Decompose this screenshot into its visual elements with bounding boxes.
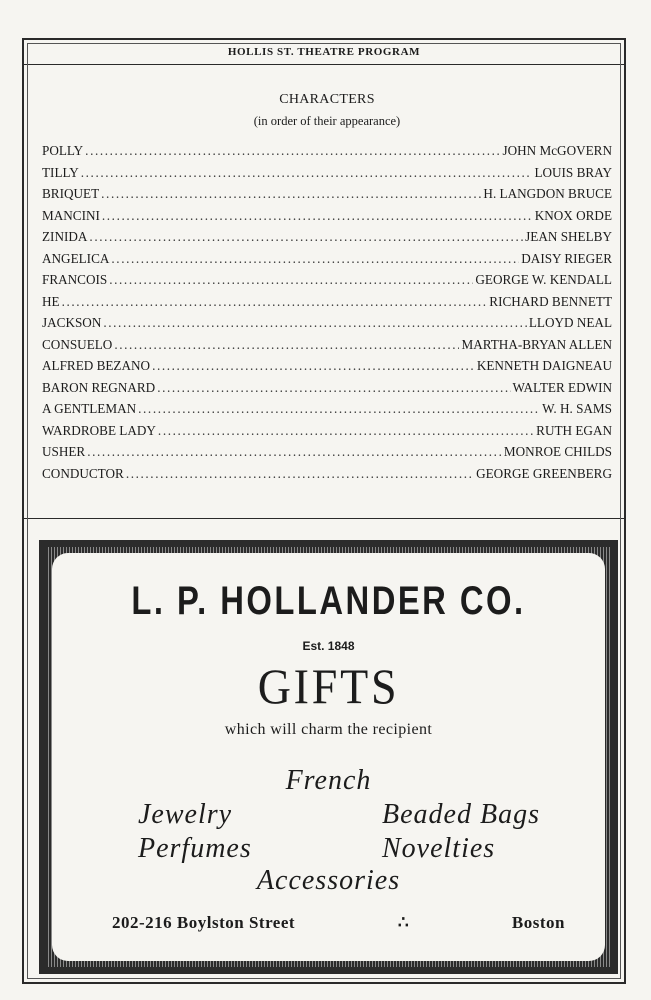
cast-actor: GEORGE W. KENDALL xyxy=(475,272,612,287)
ad-panel xyxy=(52,553,605,961)
ad-item-jewelry: Jewelry xyxy=(138,799,233,830)
ad-address-street: 202-216 Boylston Street xyxy=(112,913,296,932)
cast-row xyxy=(42,466,612,488)
cast-row xyxy=(42,229,612,251)
section-divider xyxy=(24,518,624,519)
cast-role: CONDUCTOR xyxy=(42,465,124,481)
cast-actor: LLOYD NEAL xyxy=(528,315,612,330)
cast-actor: RUTH EGAN xyxy=(536,422,612,438)
ad-item-french: French xyxy=(285,765,372,796)
dot-leader xyxy=(101,186,481,202)
cast-role: TILLY xyxy=(42,164,79,180)
dot-leader xyxy=(87,444,502,460)
cast-role: ALFRED BEZANO xyxy=(42,358,151,373)
cast-rows xyxy=(42,143,612,487)
ad-address xyxy=(112,913,565,933)
cast-row xyxy=(42,337,612,359)
ad-item-perfumes: Perfumes xyxy=(138,833,252,864)
dot-leader xyxy=(62,294,488,310)
cast-role: USHER xyxy=(42,444,86,459)
cast-role: FRANCOIS xyxy=(42,272,108,287)
cast-actor: JEAN SHELBY xyxy=(525,229,612,244)
dot-leader xyxy=(109,272,473,288)
dot-leader xyxy=(102,208,533,224)
program-header: HOLLIS ST. THEATRE PROGRAM xyxy=(24,40,624,65)
cast-role: HE xyxy=(42,293,60,309)
cast-row xyxy=(42,423,612,445)
cast-role: MANCINI xyxy=(42,207,100,223)
cast-row xyxy=(42,165,612,187)
cast-role: ZINIDA xyxy=(42,229,88,244)
dot-leader xyxy=(158,423,534,439)
ad-company-name: L. P. HOLLANDER CO. xyxy=(131,579,526,623)
cast-role: POLLY xyxy=(42,143,84,158)
cast-actor: DAISY RIEGER xyxy=(521,250,612,266)
cast-actor: H. LANGDON BRUCE xyxy=(483,186,612,201)
cast-title: CHARACTERS xyxy=(279,92,375,107)
cast-actor: KENNETH DAIGNEAU xyxy=(476,358,612,373)
cast-row xyxy=(42,272,612,294)
cast-list xyxy=(42,92,612,487)
dot-leader xyxy=(103,315,527,331)
ad-item-accessories: Accessories xyxy=(256,865,401,896)
dot-leader xyxy=(81,165,533,181)
cast-row xyxy=(42,294,612,316)
ad-address-separator: ∴ xyxy=(397,913,410,932)
ad-address-city: Boston xyxy=(511,913,565,932)
cast-role: A GENTLEMAN xyxy=(42,401,137,416)
cast-row xyxy=(42,251,612,273)
cast-role: BRIQUET xyxy=(42,186,100,201)
ad-decorative-border xyxy=(46,547,611,967)
dot-leader xyxy=(111,251,519,267)
cast-row xyxy=(42,208,612,230)
ad-item-novelties: Novelties xyxy=(382,833,496,864)
ad-established: Est. 1848 xyxy=(302,639,355,653)
dot-leader xyxy=(152,358,475,374)
ad-headline: GIFTS xyxy=(257,658,400,714)
cast-actor: JOHN McGOVERN xyxy=(502,143,612,158)
cast-role: CONSUELO xyxy=(42,336,113,352)
cast-role: WARDROBE LADY xyxy=(42,422,156,438)
cast-row xyxy=(42,444,612,466)
cast-subtitle: (in order of their appearance) xyxy=(253,114,401,128)
cast-row xyxy=(42,380,612,402)
dot-leader xyxy=(138,401,540,417)
cast-actor: MONROE CHILDS xyxy=(503,444,612,459)
ad-tagline: which will charm the recipient xyxy=(224,721,433,738)
ad-item-beaded-bags: Beaded Bags xyxy=(382,799,540,830)
cast-role: JACKSON xyxy=(42,315,102,330)
cast-row xyxy=(42,358,612,380)
cast-actor: W. H. SAMS xyxy=(542,401,612,416)
cast-actor: MARTHA-BRYAN ALLEN xyxy=(461,336,612,352)
cast-actor: GEORGE GREENBERG xyxy=(476,465,612,481)
dot-leader xyxy=(126,466,474,482)
cast-row xyxy=(42,186,612,208)
cast-role: BARON REGNARD xyxy=(42,379,156,395)
cast-row xyxy=(42,315,612,337)
cast-row xyxy=(42,143,612,165)
cast-actor: LOUIS BRAY xyxy=(534,164,612,180)
advertisement xyxy=(39,540,618,974)
dot-leader xyxy=(89,229,523,245)
cast-actor: KNOX ORDE xyxy=(534,207,612,223)
dot-leader xyxy=(114,337,459,353)
cast-actor: RICHARD BENNETT xyxy=(489,293,612,309)
dot-leader xyxy=(85,143,500,159)
cast-role: ANGELICA xyxy=(42,250,110,266)
cast-row xyxy=(42,401,612,423)
program-page xyxy=(22,38,626,984)
cast-actor: WALTER EDWIN xyxy=(512,379,612,395)
dot-leader xyxy=(157,380,510,396)
